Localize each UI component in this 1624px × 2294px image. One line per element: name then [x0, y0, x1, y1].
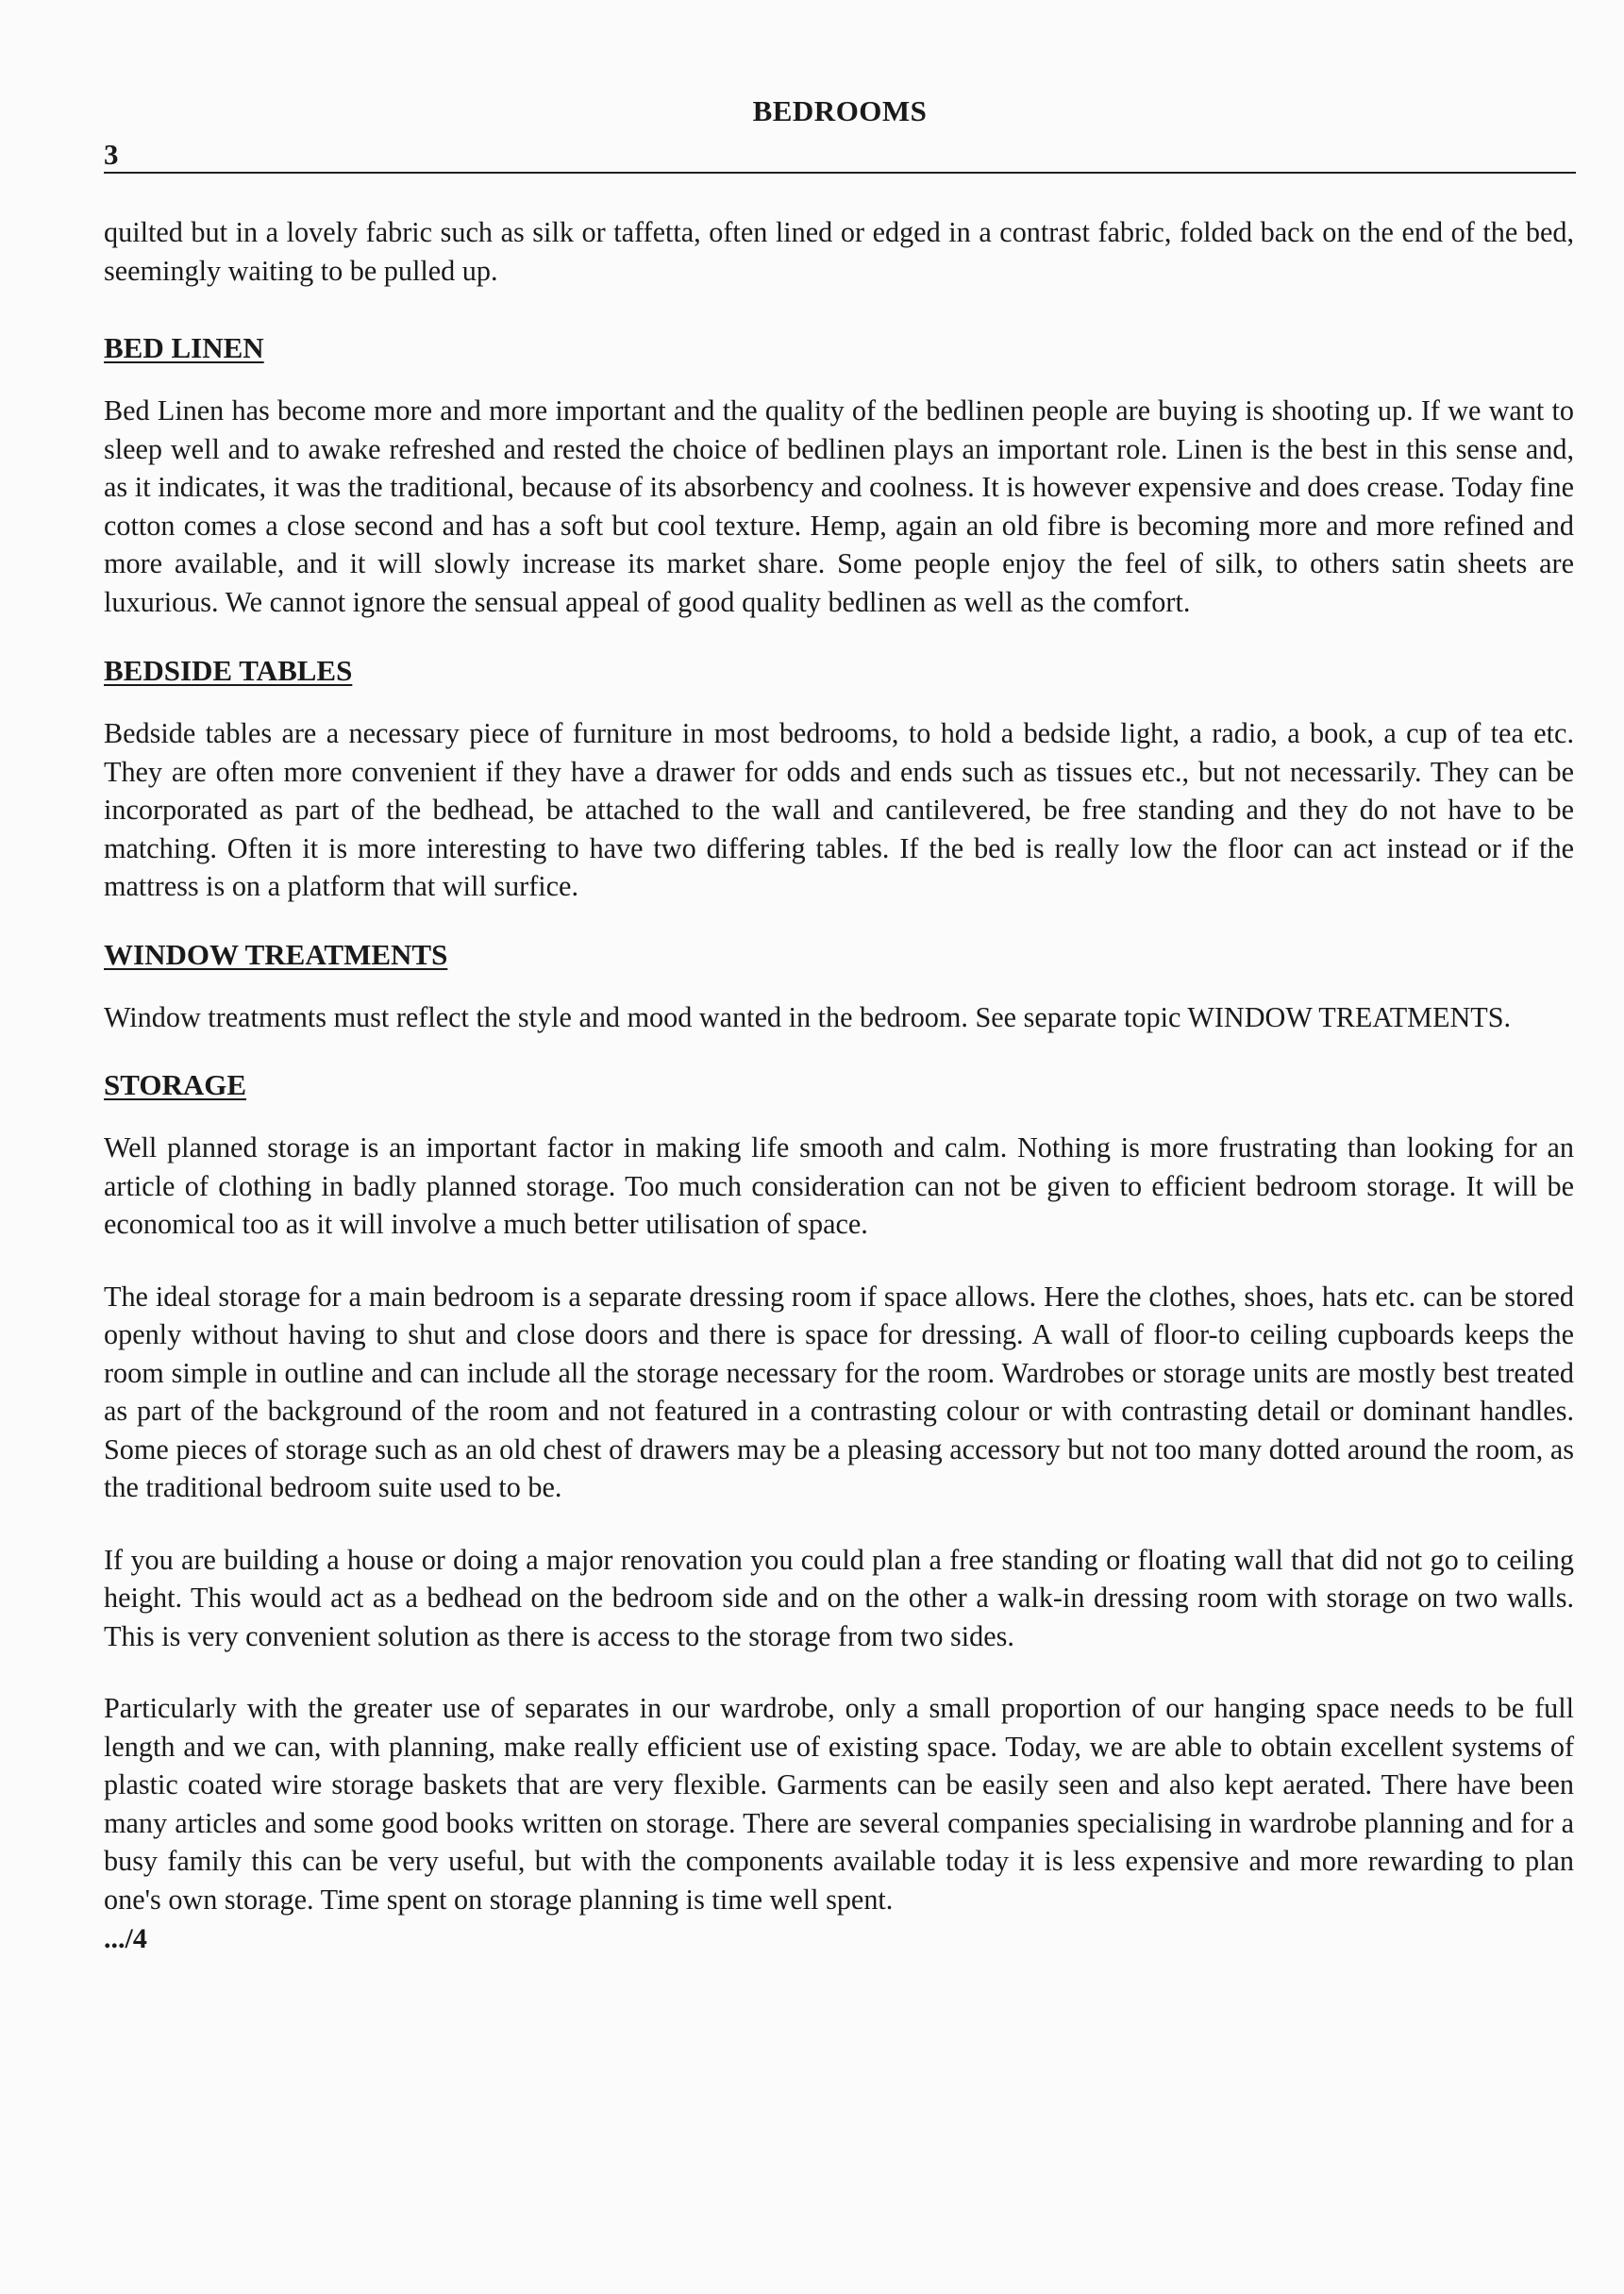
window-treatments-heading: WINDOW TREATMENTS [104, 937, 448, 971]
header-rule [104, 172, 1576, 174]
storage-paragraph-2: The ideal storage for a main bedroom is a separate dressing room if space allows. Here the clothes, shoes, hats etc. can be stored openly without having to shut and close doors and there is space for dressing. A wall of floor-to ceiling cupboards keeps the room simple in outline and can include all the storage necessary for the room. Wardrobes or storage units are mostly best treated as part of the background of the room and not featured in a contrasting colour or with contrasting detail or dominant handles. Some pieces of storage such as an old chest of drawers may be a pleasing accessory but not too many dotted around the room, as the traditional bedroom suite used to be. [104, 1280, 1574, 1503]
storage-paragraph-1: Well planned storage is an important factor in making life smooth and calm. Nothing is more frustrating than looking for an article of clothing in badly planned storage. Too much consideration can not be given to efficient bedroom storage. It will be economical too as it will involve a much better utilisation of space. [104, 1131, 1574, 1240]
page-header [104, 94, 1576, 179]
storage-heading: STORAGE [104, 1068, 247, 1101]
intro-paragraph: quilted but in a lovely fabric such as silk or taffetta, often lined or edged in a contrast fabric, folded back on the end of the bed, seemingly waiting to be pulled up. [104, 216, 1574, 287]
document-body [104, 213, 1574, 1958]
bed-linen-heading: BED LINEN [104, 331, 264, 364]
page-number: 3 [104, 138, 119, 171]
storage-paragraph-3: If you are building a house or doing a major renovation you could plan a free standing or floating wall that did not go to ceiling height. This would act as a bedhead on the bedroom side and on the other a walk-in dressing room with storage on two walls. This is very convenient solution as there is access to the storage from two sides. [104, 1543, 1574, 1652]
storage-paragraph-4: Particularly with the greater use of separates in our wardrobe, only a small proportion of our hanging space needs to be full length and we can, with planning, make really efficient use of existing space. Today, we are able to obtain excellent systems of plastic coated wire storage baskets that are very flexible. Garments can be easily seen and also kept aerated. There have been many articles and some good books written on storage. There are several companies specialising in wardrobe planning and for a busy family this can be very useful, but with the components available today it is less expensive and more rewarding to plan one's own storage. Time spent on storage planning is time well spent. [104, 1692, 1574, 1916]
continuation-marker: .../4 [104, 1923, 147, 1954]
window-treatments-paragraph: Window treatments must reflect the style and mood wanted in the bedroom. See separate topic WINDOW TREATMENTS. [104, 1000, 1512, 1033]
running-title: BEDROOMS [752, 94, 928, 127]
bedside-tables-heading: BEDSIDE TABLES [104, 654, 353, 687]
bedside-tables-paragraph: Bedside tables are a necessary piece of furniture in most bedrooms, to hold a bedside light, a radio, a book, a cup of tea etc. They are often more convenient if they have a drawer for odds and ends such as tissues etc., but not necessarily. They can be incorporated as part of the bedhead, be attached to the wall and cantilevered, be free standing and they do not have to be matching. Often it is more interesting to have two differing tables. If the bed is really low the floor can act instead or if the mattress is on a platform that will surfice. [104, 717, 1574, 902]
bed-linen-paragraph: Bed Linen has become more and more important and the quality of the bedlinen people are buying is shooting up. If we want to sleep well and to awake refreshed and rested the choice of bedlinen plays an important role. Linen is the best in this sense and, as it indicates, it was the traditional, because of its absorbency and coolness. It is however expensive and does crease. Today fine cotton comes a close second and has a soft but cool texture. Hemp, again an old fibre is becoming more and more refined and more available, and it will slowly increase its market share. Some people enjoy the feel of silk, to others satin sheets are luxurious. We cannot ignore the sensual appeal of good quality bedlinen as well as the comfort. [104, 394, 1574, 618]
